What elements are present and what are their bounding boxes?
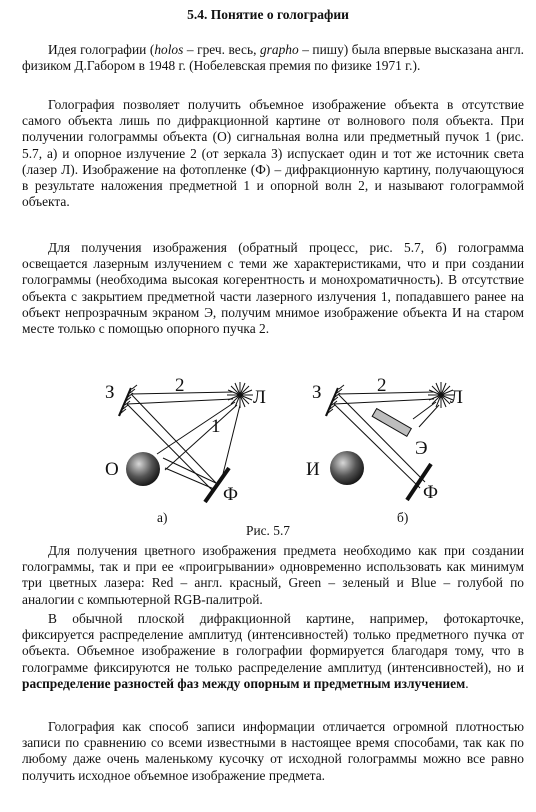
p4-text-c: – зеленый и <box>321 575 412 591</box>
p5-text-a: В обычной плоской дифракционной картине, например, фотокарточке, фиксируется распределение амплитуд (интенсивностей) только предметного пучка от объекта. Объемное изображение в голографии формируется благодаря тому, что в голограмме фиксируются не только распределение амплитуд (интенсивностей), но и <box>22 611 524 675</box>
laser-a <box>227 382 253 408</box>
label-mirror-a: З <box>105 382 115 403</box>
label-laser-b: Л <box>450 387 463 408</box>
p4-rgb: RGB <box>173 591 202 607</box>
p1-grapho: grapho <box>259 42 299 57</box>
label-mirror-b: З <box>312 382 322 403</box>
p5-bold-phrase: распределение разностей фаз между опорным и предметным излучением <box>22 675 466 691</box>
paragraph-phase-distribution <box>22 611 524 692</box>
p4-text-e: -палитрой. <box>201 591 263 607</box>
p1-text-c: – пишу) была впервые высказана англ. физиком Д.Габором в 1948 г. (Нобелевская премия по физике 1971 г.). <box>22 42 524 74</box>
label-beam1-a: 1 <box>211 416 221 437</box>
sublabel-b: б) <box>397 510 409 525</box>
label-laser-a: Л <box>253 387 266 408</box>
p4-text-d: – голубой по аналогии с компьютерной <box>22 575 524 607</box>
figure-caption: Рис. 5.7 <box>246 523 290 538</box>
label-beam2-b: 2 <box>377 375 387 396</box>
image-sphere-b <box>330 451 364 485</box>
label-film-b: Ф <box>423 482 439 503</box>
label-object-a: О <box>105 459 119 480</box>
paragraph-intro <box>22 42 524 74</box>
p5-text-b: . <box>465 675 469 691</box>
paragraph-hologram-playback: Для получения изображения (обратный процесс, рис. 5.7, б) голограмма освещается лазерным излучением с теми же характеристиками, что и при создании голограммы (необходима высокая когерентность и монохроматичность). В отсутствие объекта с закрытием предметной части лазерного излучения 1, попадавшего ранее на объект непрозрачным экраном Э, получим мнимое изображение объекта И на старом месте только с помощью опорного пучка 2. <box>22 240 524 337</box>
paragraph-hologram-recording: Голография позволяет получить объемное изображение объекта в отсутствие самого объекта лишь по дифракционной картине от волнового поля объекта. При получении голограммы объекта (О) сигнальная волна или предметный пучок 1 (рис. 5.7, а) и опорное излучение 2 (от зеркала З) испускает один и тот же источник света (лазер Л). Изображение на фотопленке (Ф) – дифракционную картину, получающуюся в результате наложения предметной 1 и опорной волн 2, и называют голограммой объекта. <box>22 97 524 210</box>
p4-red: Red <box>151 575 174 591</box>
sublabel-a: а) <box>157 510 168 525</box>
p1-text-a: Идея голографии ( <box>48 42 155 57</box>
p4-green: Green <box>288 575 322 591</box>
p4-blue: Blue <box>411 575 437 591</box>
p4-text-b: – англ. красный, <box>173 575 289 591</box>
paragraph-color-hologram <box>22 543 524 608</box>
screen-b <box>372 409 411 437</box>
panel-b <box>306 375 463 525</box>
p1-text-b: – греч. весь, <box>183 42 260 57</box>
p1-holos: holos <box>154 42 184 57</box>
object-sphere-a <box>126 452 160 486</box>
section-title: 5.4. Понятие о голографии <box>187 7 349 22</box>
figure-5-7 <box>95 372 465 542</box>
label-beam2-a: 2 <box>175 375 185 396</box>
label-film-a: Ф <box>223 484 239 505</box>
label-image-b: И <box>306 459 320 480</box>
p4-text-a: Для получения цветного изображения предмета необходимо как при создании голограммы, так и при ее «проигрывании» одновременно использовать как минимум три цветных лазера: <box>22 543 524 591</box>
label-screen-b: Э <box>415 438 428 459</box>
paragraph-recording-density: Голография как способ записи информации отличается огромной плотностью записи по сравнению со всеми известными в настоящее время способами, так как по любому даже очень маленькому кусочку от исходной голограммы можно все равно получить исходное объемное изображение предмета. <box>22 719 524 783</box>
panel-a <box>105 375 266 525</box>
